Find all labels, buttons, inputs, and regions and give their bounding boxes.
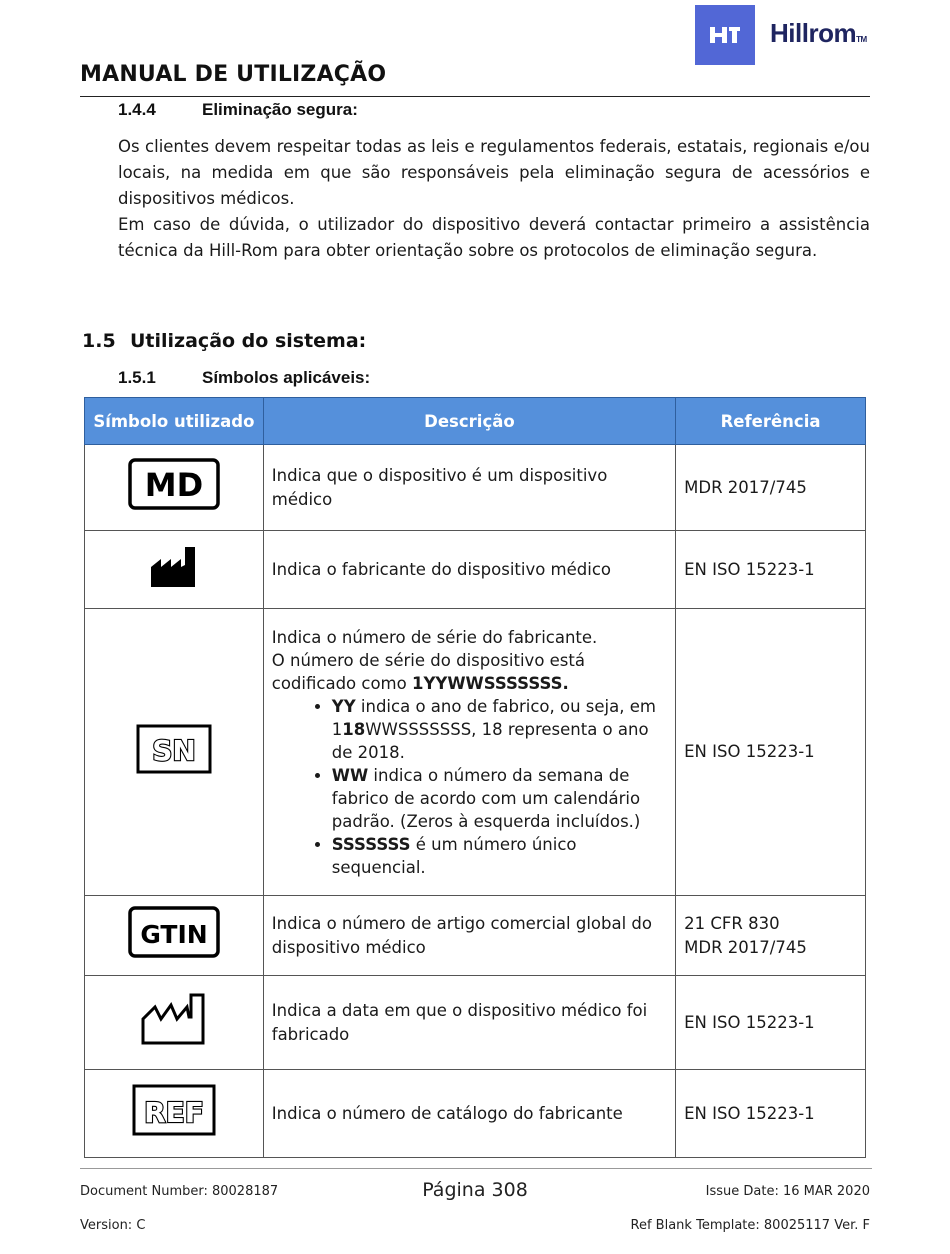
paragraph: Em caso de dúvida, o utilizador do dispositivo deverá contactar primeiro a assistência técnica da Hill-Rom para obter orientação sobre os protocolos de eliminação segura.	[118, 215, 870, 260]
sn-symbol-icon	[136, 724, 212, 774]
header-divider	[80, 96, 870, 97]
section-title: Símbolos aplicáveis:	[202, 368, 371, 387]
brand-wordmark	[770, 18, 867, 49]
ref-symbol-text: REF	[143, 1096, 204, 1129]
list-item-term: YY	[331, 696, 356, 716]
paragraph: Os clientes devem respeitar todas as leis e regulamentos federais, estatais, regionais e/ou locais, na medida em que são responsáveis pela eliminação segura de acessórios e dispositivos médicos.	[118, 137, 870, 208]
document-title: MANUAL DE UTILIZAÇÃO	[80, 62, 387, 87]
description-cell: Indica o número de catálogo do fabricante	[263, 1070, 675, 1158]
list-item-term: SSSSSSS	[331, 834, 411, 854]
reference-cell: EN ISO 15223-1	[676, 609, 866, 896]
symbol-cell	[85, 1070, 264, 1158]
issue-date: Issue Date: 16 MAR 2020	[705, 1184, 870, 1199]
section-heading-1-5	[82, 330, 366, 352]
section-title: Eliminação segura:	[202, 100, 358, 119]
list-item-term: WW	[331, 765, 369, 785]
symbol-cell	[85, 445, 264, 531]
document-number: Document Number: 80028187	[80, 1184, 279, 1199]
brand-tm: TM	[856, 35, 867, 44]
section-heading-1-5-1	[118, 368, 370, 388]
section-number: 1.4.4	[118, 100, 156, 119]
description-cell	[263, 609, 675, 896]
description-cell: Indica o número de artigo comercial global do dispositivo médico	[263, 896, 675, 976]
table-row	[85, 976, 866, 1070]
table-row	[85, 531, 866, 609]
description-cell: Indica o fabricante do dispositivo médico	[263, 531, 675, 609]
list-item	[332, 764, 667, 833]
hillrom-logo-icon	[695, 5, 755, 65]
encoding-list	[272, 695, 667, 879]
gtin-symbol-icon	[128, 906, 220, 958]
gtin-symbol-text: GTIN	[140, 920, 208, 949]
md-symbol-icon	[128, 458, 220, 510]
reference-line: MDR 2017/745	[684, 937, 807, 957]
reference-cell: EN ISO 15223-1	[676, 1070, 866, 1158]
column-header-reference: Referência	[676, 398, 866, 445]
description-intro: Indica o número de série do fabricante.	[271, 627, 598, 647]
reference-cell	[676, 896, 866, 976]
list-item	[332, 695, 667, 764]
table-row	[85, 445, 866, 531]
symbols-table	[84, 397, 866, 1158]
reference-cell: MDR 2017/745	[676, 445, 866, 531]
description-cell: Indica a data em que o dispositivo médico foi fabricado	[263, 976, 675, 1070]
reference-cell: EN ISO 15223-1	[676, 976, 866, 1070]
encoding-text: O número de série do dispositivo está codificado como	[271, 650, 585, 693]
section-number: 1.5.1	[118, 368, 156, 387]
table-row	[85, 1070, 866, 1158]
list-item-text: indica o número da semana de fabrico de acordo com um calendário padrão. (Zeros à esquerda incluídos.)	[331, 765, 641, 831]
ref-symbol-icon	[132, 1084, 216, 1136]
symbol-cell	[85, 976, 264, 1070]
table-header-row	[85, 398, 866, 445]
list-item-text: é um número único sequencial.	[331, 834, 577, 877]
md-symbol-text: MD	[144, 466, 204, 504]
list-item-emphasis: 18	[342, 719, 366, 739]
table-row	[85, 609, 866, 896]
page-number: Página 308	[422, 1179, 528, 1201]
symbol-cell	[85, 531, 264, 609]
reference-line: 21 CFR 830	[684, 913, 780, 933]
date-of-manufacture-icon	[139, 991, 209, 1047]
reference-cell: EN ISO 15223-1	[676, 531, 866, 609]
column-header-description: Descrição	[263, 398, 675, 445]
version: Version: C	[80, 1218, 146, 1233]
description-cell: Indica que o dispositivo é um dispositivo médico	[263, 445, 675, 531]
brand-name: Hillrom	[770, 18, 857, 48]
symbol-cell	[85, 609, 264, 896]
sn-symbol-text: SN	[152, 733, 196, 767]
list-item	[332, 833, 667, 879]
section-heading-1-4-4	[118, 100, 358, 120]
section-title: Utilização do sistema:	[130, 330, 367, 352]
description-encoding	[272, 649, 667, 695]
template-reference: Ref Blank Template: 80025117 Ver. F	[630, 1218, 870, 1233]
table-row	[85, 896, 866, 976]
section-number: 1.5	[82, 330, 116, 352]
footer-divider	[80, 1168, 872, 1169]
list-item-text: indica o ano de fabrico, ou seja, em 1	[331, 696, 656, 739]
encoding-code: 1YYWWSSSSSSS.	[411, 673, 569, 693]
symbol-cell	[85, 896, 264, 976]
section-body-1-4-4	[118, 134, 870, 264]
column-header-symbol: Símbolo utilizado	[85, 398, 264, 445]
list-item-text: WWSSSSSSS, 18 representa o ano de 2018.	[331, 719, 649, 762]
manufacturer-icon	[149, 543, 199, 589]
